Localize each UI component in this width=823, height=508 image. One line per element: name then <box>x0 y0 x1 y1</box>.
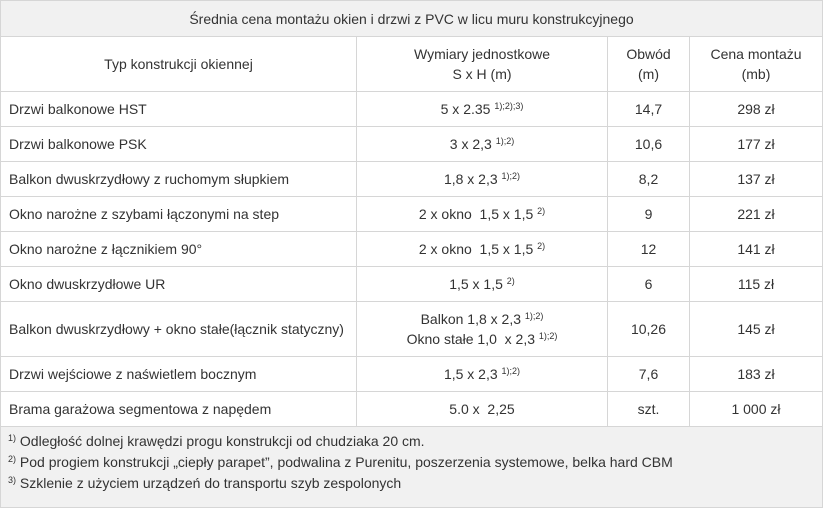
header-dimensions: Wymiary jednostkowe S x H (m) <box>357 37 608 92</box>
header-perimeter: Obwód (m) <box>608 37 690 92</box>
cell-price: 183 zł <box>690 357 823 392</box>
cell-type: Okno dwuskrzydłowe UR <box>1 267 357 302</box>
table-caption-row <box>1 1 823 37</box>
footnotes-row <box>1 427 823 508</box>
cell-price: 1 000 zł <box>690 392 823 427</box>
cell-perimeter: 10,26 <box>608 302 690 357</box>
cell-price: 177 zł <box>690 127 823 162</box>
cell-dimensions: 1,5 x 1,5 $^{2)}$ <box>357 267 608 302</box>
cell-perimeter: 12 <box>608 232 690 267</box>
cell-perimeter: szt. <box>608 392 690 427</box>
cell-dimensions: 1,8 x 2,3 $^{1);2)}$ <box>357 162 608 197</box>
cell-price: 145 zł <box>690 302 823 357</box>
header-type: Typ konstrukcji okiennej <box>1 37 357 92</box>
cell-type: Drzwi balkonowe PSK <box>1 127 357 162</box>
table-row <box>1 92 823 127</box>
dimensions-line-1: Balkon 1,8 x 2,3 $^{1);2)}$ <box>420 311 544 327</box>
cell-dimensions: 2 x okno 1,5 x 1,5 $^{2)}$ <box>357 232 608 267</box>
cell-price: 298 zł <box>690 92 823 127</box>
footnote: $^{3)}$ Szklenie z użyciem urządzeń do transportu szyb zespolonych <box>8 475 402 491</box>
cell-perimeter: 14,7 <box>608 92 690 127</box>
table-row <box>1 197 823 232</box>
cell-type: Drzwi wejściowe z naświetlem bocznym <box>1 357 357 392</box>
cell-price: 221 zł <box>690 197 823 232</box>
cell-type: Balkon dwuskrzydłowy z ruchomym słupkiem <box>1 162 357 197</box>
cell-dimensions <box>357 302 608 357</box>
header-price: Cena montażu (mb) <box>690 37 823 92</box>
table-row <box>1 127 823 162</box>
cell-perimeter: 8,2 <box>608 162 690 197</box>
table-row <box>1 392 823 427</box>
cell-type: Drzwi balkonowe HST <box>1 92 357 127</box>
cell-dimensions: 1,5 x 2,3 $^{1);2)}$ <box>357 357 608 392</box>
cell-dimensions: 5.0 x 2,25 <box>357 392 608 427</box>
table-row <box>1 357 823 392</box>
cell-price: 115 zł <box>690 267 823 302</box>
dimensions-line-2: Okno stałe 1,0 x 2,3 $^{1);2)}$ <box>406 331 558 347</box>
cell-perimeter: 10,6 <box>608 127 690 162</box>
cell-dimensions: 3 x 2,3 $^{1);2)}$ <box>357 127 608 162</box>
table-caption: Średnia cena montażu okien i drzwi z PVC w licu muru konstrukcyjnego <box>1 1 823 37</box>
cell-price: 137 zł <box>690 162 823 197</box>
cell-price: 141 zł <box>690 232 823 267</box>
footnotes <box>1 427 823 508</box>
cell-dimensions: 2 x okno 1,5 x 1,5 $^{2)}$ <box>357 197 608 232</box>
cell-type: Balkon dwuskrzydłowy + okno stałe(łącznik statyczny) <box>1 302 357 357</box>
cell-perimeter: 7,6 <box>608 357 690 392</box>
footnote: $^{1)}$ Odległość dolnej krawędzi progu konstrukcji od chudziaka 20 cm. <box>8 433 425 449</box>
cell-dimensions: 5 x 2.35 $^{1);2);3)}$ <box>357 92 608 127</box>
cell-type: Okno narożne z szybami łączonymi na step <box>1 197 357 232</box>
table-header-row <box>1 37 823 92</box>
cell-type: Okno narożne z łącznikiem 90° <box>1 232 357 267</box>
table-row <box>1 162 823 197</box>
cell-perimeter: 9 <box>608 197 690 232</box>
table-row <box>1 267 823 302</box>
table-row <box>1 302 823 357</box>
footnote: $^{2)}$ Pod progiem konstrukcji „ciepły parapet”, podwalina z Purenitu, poszerzenia systemowe, belka hard CBM <box>8 454 673 470</box>
table-row <box>1 232 823 267</box>
cell-perimeter: 6 <box>608 267 690 302</box>
cell-type: Brama garażowa segmentowa z napędem <box>1 392 357 427</box>
